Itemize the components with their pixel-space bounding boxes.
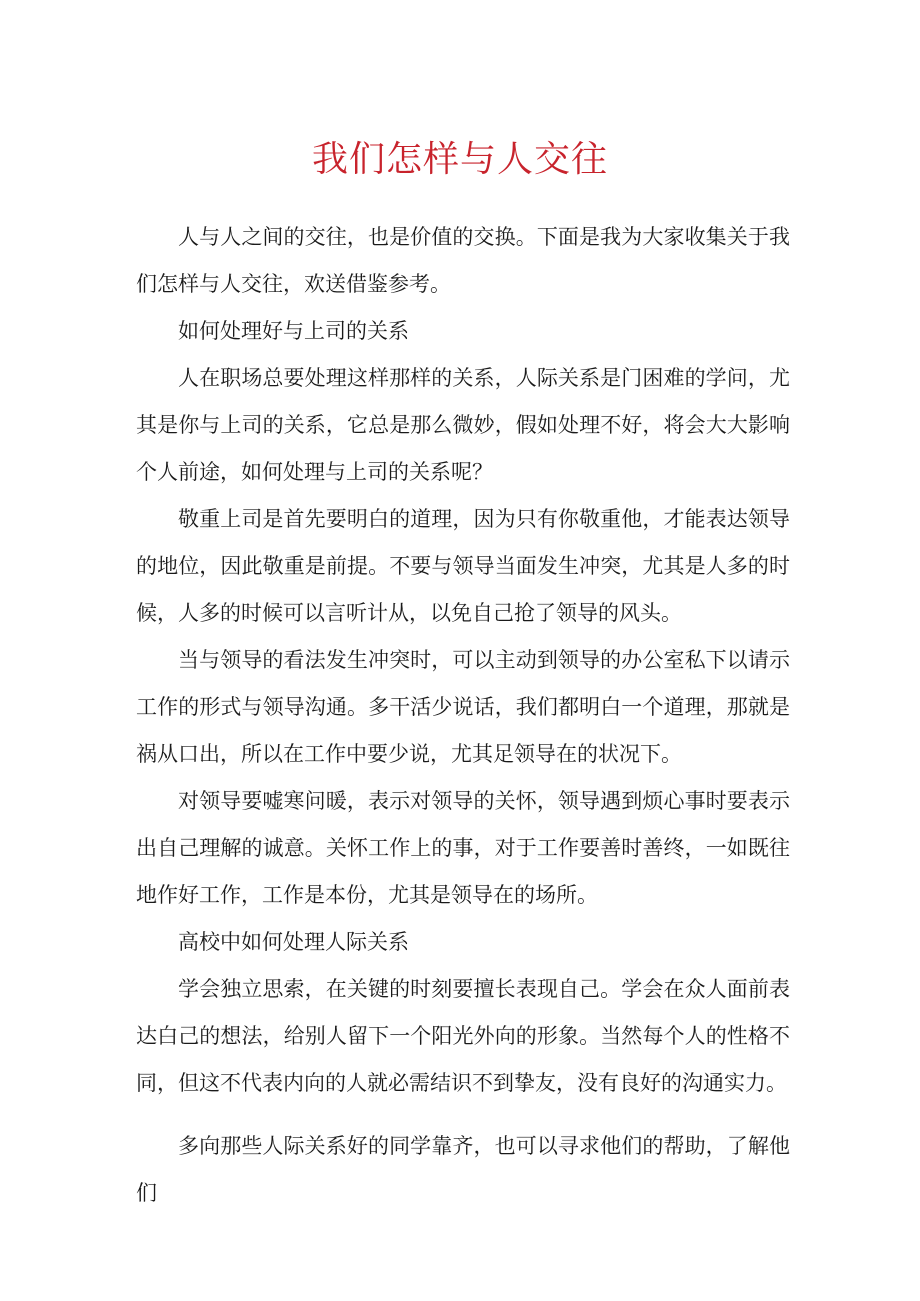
paragraph: 当与领导的看法发生冲突时，可以主动到领导的办公室私下以请示工作的形式与领导沟通。多干活少说话，我们都明白一个道理，那就是祸从口出，所以在工作中要少说，尤其足领导在的状况下。 — [136, 648, 790, 766]
paragraph-intro: 人与人之间的交往，也是价值的交换。下面是我为大家收集关于我们怎样与人交往，欢送借鉴参考。 — [136, 225, 790, 296]
document-title: 我们怎样与人交往 — [311, 139, 608, 180]
document-body — [136, 214, 790, 1217]
paragraph: 对领导要嘘寒问暖，表示对领导的关怀，领导遇到烦心事时要表示出自己理解的诚意。关怀工作上的事，对于工作要善时善终，一如既往地作好工作，工作是本份，尤其是领导在的场所。 — [136, 789, 790, 907]
paragraph-truncated: 多向那些人际关系好的同学靠齐，也可以寻求他们的帮助，了解他们 — [136, 1134, 790, 1205]
section-heading-university: 高校中如何处理人际关系 — [178, 930, 409, 954]
paragraph: 敬重上司是首先要明白的道理，因为只有你敬重他，才能表达领导的地位，因此敬重是前提。不要与领导当面发生冲突，尤其是人多的时候，人多的时候可以言听计从，以免自己抢了领导的风头。 — [136, 507, 790, 625]
paragraph: 人在职场总要处理这样那样的关系，人际关系是门困难的学问，尤其是你与上司的关系，它总是那么微妙，假如处理不好，将会大大影响个人前途，如何处理与上司的关系呢？ — [136, 366, 790, 484]
section-heading-boss: 如何处理好与上司的关系 — [178, 319, 409, 343]
paragraph: 学会独立思索，在关键的时刻要擅长表现自己。学会在众人面前表达白己的想法，给别人留下一个阳光外向的形象。当然每个人的性格不同，但这不代表内向的人就必需结识不到挚友，没有良好的沟通实力。 — [136, 977, 790, 1095]
